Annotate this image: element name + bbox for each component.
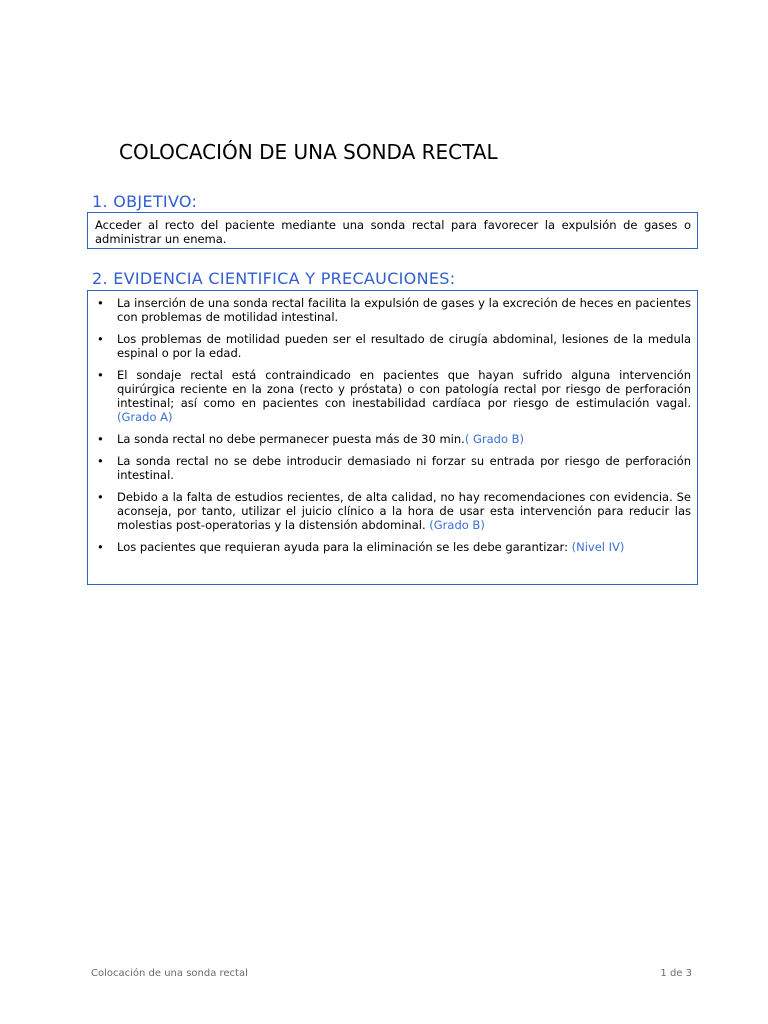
list-item [94,490,691,532]
grade-label: (Grado A) [117,410,173,424]
bullet-icon: • [97,490,104,504]
section-heading-objetivo: 1. OBJETIVO: [92,192,198,211]
evidencia-list [94,296,691,554]
list-item [94,332,691,360]
bullet-icon: • [97,540,104,554]
objetivo-text: Acceder al recto del paciente mediante una sonda rectal para favorecer la expulsión de gases o administrar un enema. [95,218,691,246]
list-item [94,454,691,482]
list-item [94,296,691,324]
list-item [94,432,691,446]
bullet-icon: • [97,296,104,310]
item-text: Los pacientes que requieran ayuda para la eliminación se les debe garantizar: [117,540,568,554]
item-text: La inserción de una sonda rectal facilita la expulsión de gases y la excreción de heces en pacientes con problemas de motilidad intestinal. [117,296,691,324]
list-item [94,540,691,554]
grade-label: (Nivel IV) [571,540,625,554]
footer-document-title: Colocación de una sonda rectal [91,968,248,979]
grade-label: (Grado B) [429,518,485,532]
bullet-icon: • [97,432,104,446]
footer-page-number: 1 de 3 [660,968,692,979]
item-text: Debido a la falta de estudios recientes, de alta calidad, no hay recomendaciones con evidencia. Se aconseja, por tanto, utilizar el juicio clínico a la hora de usar esta intervención para reducir las molestias post-operatorias y la distensión abdominal. [117,490,691,532]
bullet-icon: • [97,332,104,346]
item-text: La sonda rectal no se debe introducir demasiado ni forzar su entrada por riesgo de perforación intestinal. [117,454,691,482]
evidencia-box [87,290,698,585]
list-item [94,368,691,424]
page-title: COLOCACIÓN DE UNA SONDA RECTAL [119,140,498,164]
bullet-icon: • [97,454,104,468]
item-text: El sondaje rectal está contraindicado en pacientes que hayan sufrido alguna intervención quirúrgica reciente en la zona (recto y próstata) o con patología rectal por riesgo de perforación intestinal; así como en pacientes con inestabilidad cardíaca por riesgo de estimulación vagal. [117,368,691,410]
section-heading-evidencia: 2. EVIDENCIA CIENTIFICA Y PRECAUCIONES: [92,269,456,288]
item-text: La sonda rectal no debe permanecer puesta más de 30 min. [117,432,465,446]
bullet-icon: • [97,368,104,382]
item-text: Los problemas de motilidad pueden ser el resultado de cirugía abdominal, lesiones de la medula espinal o por la edad. [117,332,691,360]
objetivo-box [87,212,698,249]
grade-label: ( Grado B) [464,432,525,446]
